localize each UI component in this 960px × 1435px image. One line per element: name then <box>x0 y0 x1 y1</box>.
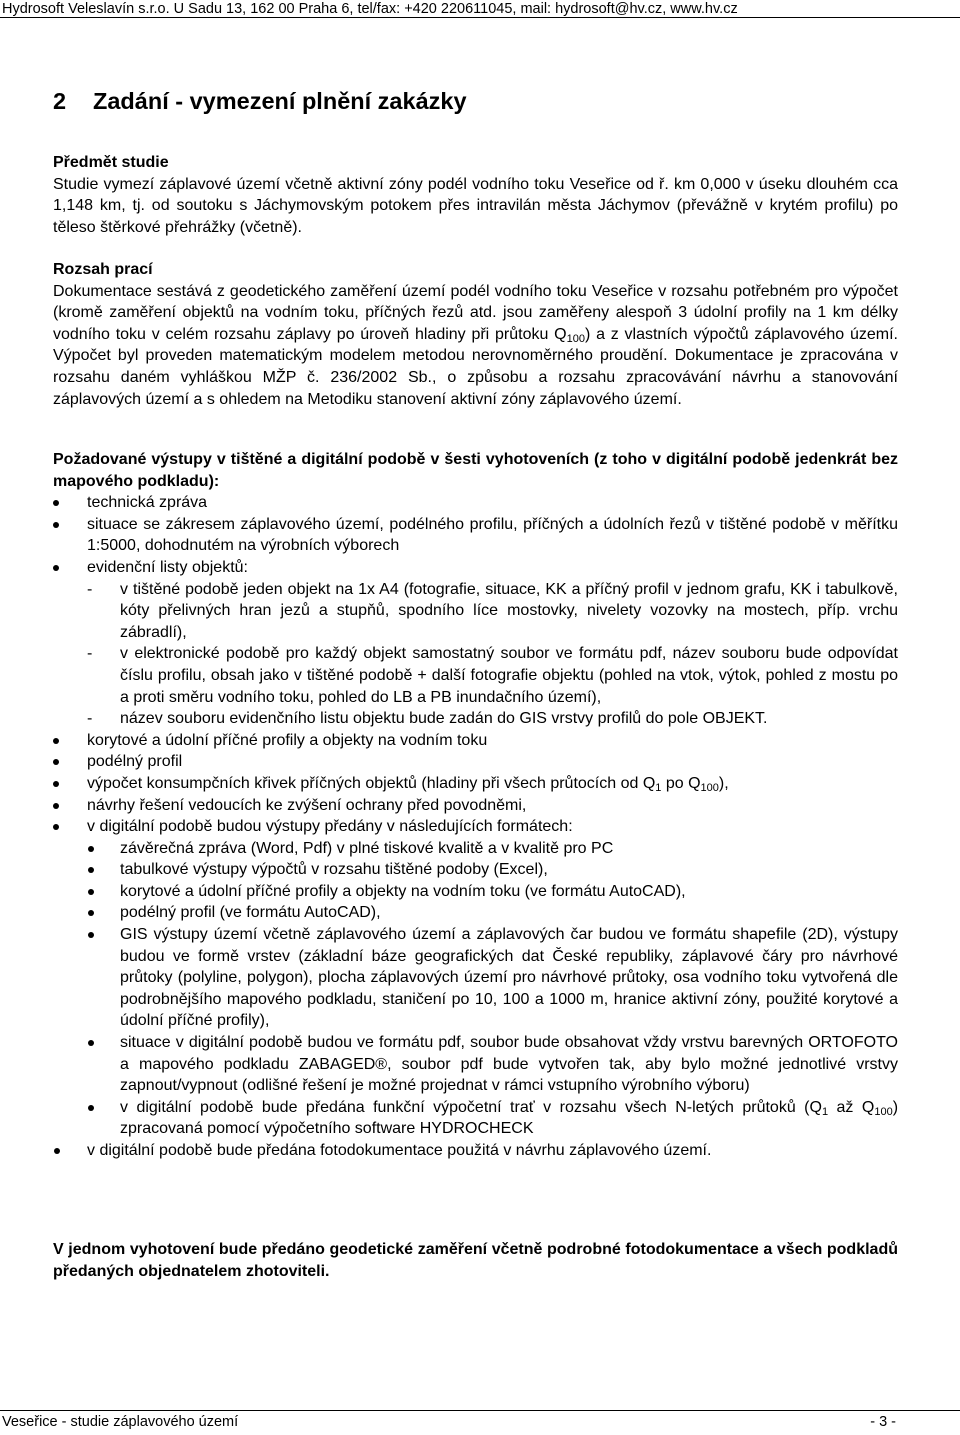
dash-item-text: v tištěné podobě jeden objekt na 1x A4 (fotografie, situace, KK a příčný profil v jednom grafu, KK i tabulkově, kóty přelivných hran jezů a stupňů, spodního líce mostovky, nivelety vozovky na mostech, příp. vrchu zábradlí), <box>120 580 898 641</box>
text-part: ) zpracovaná pomocí výpočetního software HYDROCHECK <box>120 1098 899 1138</box>
list-item <box>53 514 898 557</box>
format-item-text: GIS výstupy území včetně záplavového území a záplavových čar budou ve formátu shapefile (2D), výstupy budou ve formě vrstev (základní báze geografických dat České republiky, záplavové čáry pro návrhové průtoky (polyline, polygon), plocha záplavových území pro návrhové průtoky, osa vodního toku vytvořená dle podrobnějšího mapového podkladu, staničení po 10, 100 a 1000 m, hranice aktivní zóny, použité korytové a údolní příčné profily), <box>120 926 898 1030</box>
list-item-text: korytové a údolní příčné profily a objekty na vodním toku <box>87 731 488 749</box>
format-list <box>87 838 898 1140</box>
page-content <box>53 86 899 1280</box>
list-item-text: evidenční listy objektů: <box>87 558 248 576</box>
list-item <box>53 773 898 795</box>
format-item-text: závěrečná zpráva (Word, Pdf) v plné tiskové kvalitě a v kvalitě pro PC <box>120 839 614 857</box>
bullet-icon <box>88 932 94 938</box>
format-item <box>87 1097 898 1140</box>
section-heading <box>53 86 898 116</box>
bullet-icon <box>88 910 94 916</box>
outputs-list <box>53 492 898 1161</box>
bullet-icon <box>53 803 59 809</box>
list-item <box>53 816 898 1140</box>
dash-list <box>87 579 898 730</box>
bullet-icon <box>53 500 59 506</box>
format-item <box>87 924 898 1032</box>
rozsah-text-a: Dokumentace sestává z geodetického zaměření území podél vodního toku Veseřice v rozsahu potřebném pro výpočet (kromě zaměření objektů na vodním toku, příčných řezů atd. jsou zaměřeny alespoň 3 údolní profily na 1 km délky vodního toku v celém rozsahu záplavy po úroveň hladiny při průtoku Q <box>53 282 898 343</box>
list-item-text: situace se zákresem záplavového území, podélného profilu, příčných a údolních řezů v tištěné podobě v měřítku 1:5000, dohodnutém na výrobních výborech <box>87 515 898 555</box>
format-item <box>87 1032 898 1097</box>
list-item <box>53 557 898 730</box>
list-item-text: v digitální podobě bude předána fotodokumentace použitá v návrhu záplavového území. <box>87 1142 712 1159</box>
rozsah-sub: 100 <box>566 332 585 345</box>
bullet-icon <box>53 824 59 830</box>
format-item-text <box>120 1099 898 1138</box>
bullet-icon <box>53 781 59 787</box>
list-item-text: technická zpráva <box>87 494 208 512</box>
page-header: Hydrosoft Veleslavín s.r.o. U Sadu 13, 162 00 Praha 6, tel/fax: +420 220611045, mail: hydrosoft@hv.cz, www.hv.cz <box>2 1 738 17</box>
subscript: 100 <box>700 781 719 794</box>
bullet-icon <box>88 1105 94 1111</box>
predmet-block <box>53 152 898 238</box>
list-item <box>53 751 898 773</box>
dash-marker: - <box>87 710 93 728</box>
footer-title: Veseřice - studie záplavového území <box>2 1414 239 1430</box>
header-divider <box>0 17 960 18</box>
bullet-icon <box>88 867 94 873</box>
dash-item <box>87 643 898 708</box>
bullet-icon <box>88 846 94 852</box>
outputs-heading: Požadované výstupy v tištěné a digitální podobě v šesti vyhotoveních (z toho v digitální podobě jedenkrát bez mapového podkladu): <box>53 451 898 490</box>
predmet-text: Studie vymezí záplavové území včetně aktivní zóny podél vodního toku Veseřice od ř. km 0,000 v úseku dlouhém cca 1,148 km, tj. od soutoku s Jáchymovským potokem přes intravilán města Jáchymov (převážně v krytém profilu) po těleso štěrkové přehrážky (včetně). <box>53 175 898 236</box>
dash-item <box>87 708 898 730</box>
dash-item-text: v elektronické podobě pro každý objekt samostatný soubor ve formátu pdf, název souboru bude odpovídat číslu profilu, obsah jako v tištěné podobě + další fotografie objektu (pohled na vtok, výtok, pohled z mostu po a proti směru vodního toku, pohled do LB a PB inundačního území), <box>120 645 898 706</box>
rozsah-text <box>53 281 898 411</box>
text-part: až Q <box>828 1098 875 1116</box>
subscript: 1 <box>821 1105 829 1118</box>
format-item-text: korytové a údolní příčné profily a objekty na vodním toku (ve formátu AutoCAD), <box>120 882 686 900</box>
bullet-icon <box>53 565 59 571</box>
list-item-text: návrhy řešení vedoucích ke zvýšení ochrany před povodněmi, <box>87 796 527 814</box>
format-item-text: situace v digitální podobě budou ve formátu pdf, soubor bude obsahovat vždy vrstvu barevných ORTOFOTO a mapového podkladu ZABAGED®, soubor pdf bude vytvořen tak, aby bylo možné jednotlivé vrstvy zapnout/vypnout (odlišné řešení je možné projednat v rámci vstupního výrobního výboru) <box>120 1034 898 1095</box>
list-item-text: podélný profil <box>87 753 183 771</box>
list-item-text: v digitální podobě budou výstupy předány v následujících formátech: <box>87 818 573 836</box>
dash-marker: - <box>87 645 93 663</box>
bullet-icon <box>53 738 59 744</box>
format-item <box>87 881 898 903</box>
bullet-icon <box>88 889 94 895</box>
predmet-heading: Předmět studie <box>53 154 169 171</box>
bullet-icon <box>53 759 59 765</box>
list-item <box>49 1140 898 1162</box>
list-item <box>53 795 898 817</box>
page-number: - 3 - <box>870 1414 896 1430</box>
rozsah-heading: Rozsah prací <box>53 261 153 278</box>
rozsah-block <box>53 259 898 410</box>
dash-item-text: název souboru evidenčního listu objektu bude zadán do GIS vrstvy profilů do pole OBJEKT. <box>120 710 768 728</box>
text-part: v digitální podobě bude předána funkční výpočetní trať v rozsahu všech N-letých průtoků (Q <box>120 1098 822 1116</box>
list-item <box>53 492 898 514</box>
text-part: ), <box>718 774 729 792</box>
subscript: 1 <box>655 781 662 794</box>
rozsah-text-b: ) a z vlastních výpočtů záplavového území. Výpočet byl proveden matematickým modelem metodou nerovnoměrného proudění. Dokumentace je zpracována v rozsahu daném vyhláškou MŽP č. 236/2002 Sb., o způsobu a rozsahu zpracovávání návrhu a stanovování záplavových území a s ohledem na Metodiku stanovení aktivní zóny záplavového území. <box>53 325 898 408</box>
format-item <box>87 838 898 860</box>
format-item-text: tabulkové výstupy výpočtů v rozsahu tištěné podoby (Excel), <box>120 861 548 879</box>
list-item <box>53 730 898 752</box>
bullet-icon <box>53 522 59 528</box>
dash-item <box>87 579 898 644</box>
section-number: 2 <box>53 88 67 114</box>
format-item <box>87 902 898 924</box>
section-title: Zadání - vymezení plnění zakázky <box>93 88 467 114</box>
text-part: po Q <box>661 774 701 792</box>
footer-divider <box>0 1410 960 1411</box>
final-note: V jednom vyhotovení bude předáno geodetické zaměření včetně podrobné fotodokumentace a všech podkladů předaných objednatelem zhotoviteli. <box>53 1241 898 1280</box>
outputs-block <box>53 449 898 1162</box>
dash-marker: - <box>87 580 93 598</box>
list-item-text <box>87 775 729 792</box>
bullet-icon <box>88 1040 94 1046</box>
format-item-text: podélný profil (ve formátu AutoCAD), <box>120 904 381 922</box>
text-part: výpočet konsumpčních křivek příčných objektů (hladiny při všech průtocích od Q <box>87 774 656 792</box>
format-item <box>87 859 898 881</box>
bullet-icon <box>54 1148 60 1154</box>
subscript: 100 <box>874 1105 893 1118</box>
